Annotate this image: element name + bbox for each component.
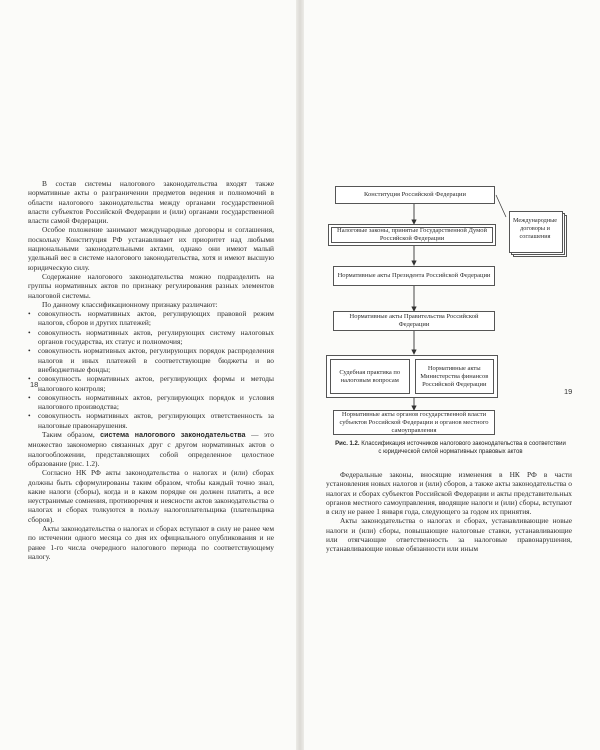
list-item: • совокупность нормативных актов, регулирующих ответственность за налоговые правонарушения.: [28, 411, 274, 430]
paragraph: В состав системы налогового законодательства входят также нормативные акты о разграничении предметов ведения и полномочий в области налогового законодательства между органами государственной власти субъектов Российской Федерации и (или) органами государственной власти самой Федерации.: [28, 179, 274, 226]
paragraph: Содержание налогового законодательства можно подразделить на группы нормативных актов по признаку регулирования разных элементов налоговой системы.: [28, 271, 274, 300]
paragraph: Акты законодательства о налогах и сборах, устанавливающие новые налоги и (или) сборы, повышающие налоговые ставки, устанавливающие или отягчающие ответственность за налоговые правонарушения, устанавливающие новые обязанности или иным: [326, 516, 572, 554]
government-acts-box: Нормативные акты Правительства Российской Федерации: [333, 311, 495, 331]
ministry-acts-box: Нормативные акты Министерства финансов Российской Федерации: [415, 359, 495, 394]
court-practice-group: [326, 355, 498, 398]
definition-term: система налогового законодательства: [100, 432, 246, 440]
right-page-text: [326, 470, 572, 554]
arrow: [496, 195, 506, 217]
list-item: • совокупность нормативных актов, регулирующих правовой режим налогов, сборов и других платежей;: [28, 309, 274, 328]
list-item: • совокупность нормативных актов, регулирующих порядок и условия налогового производства;: [28, 392, 274, 412]
court-practice-box: Судебная практика по налоговым вопросам: [330, 359, 410, 394]
president-acts-box: Нормативные акты Президента Российской Федерации: [333, 266, 495, 286]
list-item: • совокупность нормативных актов, регулирующих порядок распределения налогов и иных платежей в соответствующие бюджеты и во внебюджетные фонды;: [28, 346, 274, 374]
international-treaties-label: Международные договоры и соглашения: [512, 217, 558, 240]
list-item: • совокупность нормативных актов, регулирующих формы и методы налогового контроля;: [28, 374, 274, 393]
page-number-left: 18: [30, 380, 39, 389]
page-number-right: 19: [564, 387, 573, 396]
paragraph: По данному классификационному признаку различают:: [42, 299, 218, 309]
paragraph: Особое положение занимают международные договоры и соглашения, поскольку Конституция РФ устанавливает их приоритет над любыми национальными законодательными актами, однако они имеют малый удельный вес в системе налогового законодательства, хотя и имеют высшую юридическую силу.: [28, 225, 274, 272]
constitution-box: Конституция Российской Федерации: [335, 186, 495, 204]
federal-laws-box: Налоговые законы, принятые Государственной Думой Российской Федерации: [328, 224, 496, 246]
summary-paragraph: Таким образом, система налогового законодательства — это множество закономерно связанных друг с другом нормативных актов о налогообложении, представляющих собой определенное целостное образование (рис. 1.2).: [28, 430, 274, 468]
paragraph: Акты законодательства о налогах и сборах вступают в силу не ранее чем по истечении одного месяца со дня их официального опубликования и не ранее 1-го числа очередного налогового периода по соответствующему налогу.: [28, 523, 274, 561]
figure-caption: Рис. 1.2. Классификация источников налогового законодательства в соответствии с юридической силой нормативных правовых актов: [335, 441, 566, 455]
regional-acts-box: Нормативные акты органов государственной власти субъектов Российской Федерации и органов местного самоуправления: [333, 410, 495, 435]
list-item: • совокупность нормативных актов, регулирующих систему налоговых органов государства, их статус и полномочия;: [28, 327, 274, 347]
paragraph: Федеральные законы, вносящие изменения в НК РФ в части установления новых налогов и (или) сборов, а также акты законодательства о налогах и сборах субъектов Российской Федерации и акты представительных органов местного самоуправления, вводящие налоги и (или) сборы, вступают в силу не ранее 1 января года, следующего за годом их принятия.: [326, 470, 572, 517]
paragraph: Согласно НК РФ акты законодательства о налогах и (или) сборах должны быть сформулированы таким образом, чтобы каждый точно знал, какие налоги (сборы), когда и в каком порядке он должен платить, а все неустранимые сомнения, противоречия и неясности актов законодательства о налогах и сборах толкуются в пользу налогоплательщика (плательщика сборов).: [28, 468, 274, 524]
